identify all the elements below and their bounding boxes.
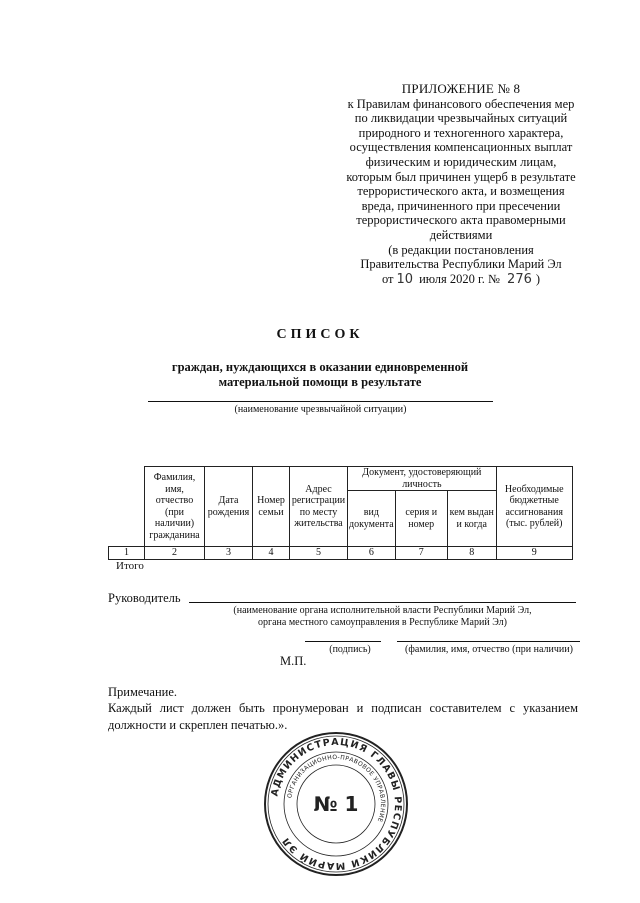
column-number: 6: [348, 547, 396, 560]
date-day: 10: [396, 271, 414, 287]
official-stamp: [262, 730, 410, 878]
document-subtitle: граждан, нуждающихся в оказании единовременной материальной помощи в результате: [171, 360, 469, 389]
column-number: 2: [145, 547, 205, 560]
appendix-line: осуществления компенсационных выплат: [349, 140, 573, 155]
stamp-outer-text: АДМИНИСТРАЦИЯ ГЛАВЫ РЕСПУБЛИКИ МАРИЙ ЭЛ: [269, 736, 404, 872]
appendix-line: природного и техногенного характера,: [358, 125, 564, 140]
date-prefix: от: [381, 271, 394, 286]
document-title: СПИСОК: [276, 327, 364, 342]
appendix-line: (в редакции постановления: [388, 242, 534, 257]
stamp-number: № 1: [313, 792, 359, 816]
header-fio: Фамилия, имя, отчество (при наличии) гражданина: [145, 467, 205, 547]
head-label: Руководитель: [108, 591, 181, 605]
header-document: Документ, удостоверяющий личность: [348, 467, 497, 491]
head-caption-1: (наименование органа исполнительной власти Республики Марий Эл,: [233, 605, 532, 616]
table-corner-cell: [109, 467, 145, 547]
header-family-number: Номер семьи: [253, 467, 290, 547]
name-caption: (фамилия, имя, отчество (при наличии): [405, 644, 573, 655]
column-number: 9: [496, 547, 572, 560]
appendix-line: к Правилам финансового обеспечения мер: [347, 96, 575, 111]
appendix-line: действиями: [429, 227, 493, 242]
situation-line: [148, 401, 493, 402]
appendix-header: [330, 82, 592, 287]
date-number: 276: [507, 271, 532, 287]
header-birth-date: Дата рождения: [205, 467, 253, 547]
column-number: 5: [290, 547, 348, 560]
mp-label: М.П.: [280, 654, 307, 668]
appendix-line: по ликвидации чрезвычайных ситуаций: [354, 111, 568, 126]
note-text: Каждый лист должен быть пронумерован и подписан составителем с указанием должности и скреплен печатью.».: [108, 701, 578, 732]
header-funds: Необходимые бюджетные ассигнования (тыс. рублей): [496, 467, 572, 547]
date-suffix: ): [535, 271, 541, 286]
appendix-line: вреда, причиненного при пресечении: [361, 198, 561, 213]
citizens-table: [108, 466, 573, 560]
column-number: 1: [109, 547, 145, 560]
column-number: 3: [205, 547, 253, 560]
situation-caption: (наименование чрезвычайной ситуации): [234, 404, 407, 415]
column-number: 4: [253, 547, 290, 560]
header-doc-issued: кем выдан и когда: [447, 491, 496, 547]
itogo-label: Итого: [116, 560, 144, 572]
appendix-date-line: [330, 272, 592, 288]
signature-caption: (подпись): [329, 644, 371, 655]
header-address: Адрес регистрации по месту жительства: [290, 467, 348, 547]
name-line: [397, 641, 580, 642]
column-number: 7: [395, 547, 447, 560]
head-caption-2: органа местного самоуправления в Республике Марий Эл): [258, 617, 507, 628]
signature-line: [305, 641, 381, 642]
appendix-line: террористического акта, и возмещения: [357, 184, 565, 199]
appendix-line: ПРИЛОЖЕНИЕ № 8: [401, 81, 521, 96]
note-title: Примечание.: [108, 685, 178, 699]
date-middle: июля 2020 г. №: [419, 271, 500, 286]
column-number: 8: [447, 547, 496, 560]
header-doc-series: серия и номер: [395, 491, 447, 547]
stamp-inner-text: ОРГАНИЗАЦИОННО-ПРАВОВОЕ УПРАВЛЕНИЕ: [286, 753, 387, 824]
appendix-line: которым был причинен ущерб в результате: [346, 169, 576, 184]
head-line: [189, 602, 576, 603]
header-doc-type: вид документа: [348, 491, 396, 547]
appendix-line: террористического акта правомерными: [356, 213, 566, 228]
appendix-line: физическим и юридическим лицам,: [365, 154, 557, 169]
appendix-line: Правительства Республики Марий Эл: [360, 257, 562, 272]
